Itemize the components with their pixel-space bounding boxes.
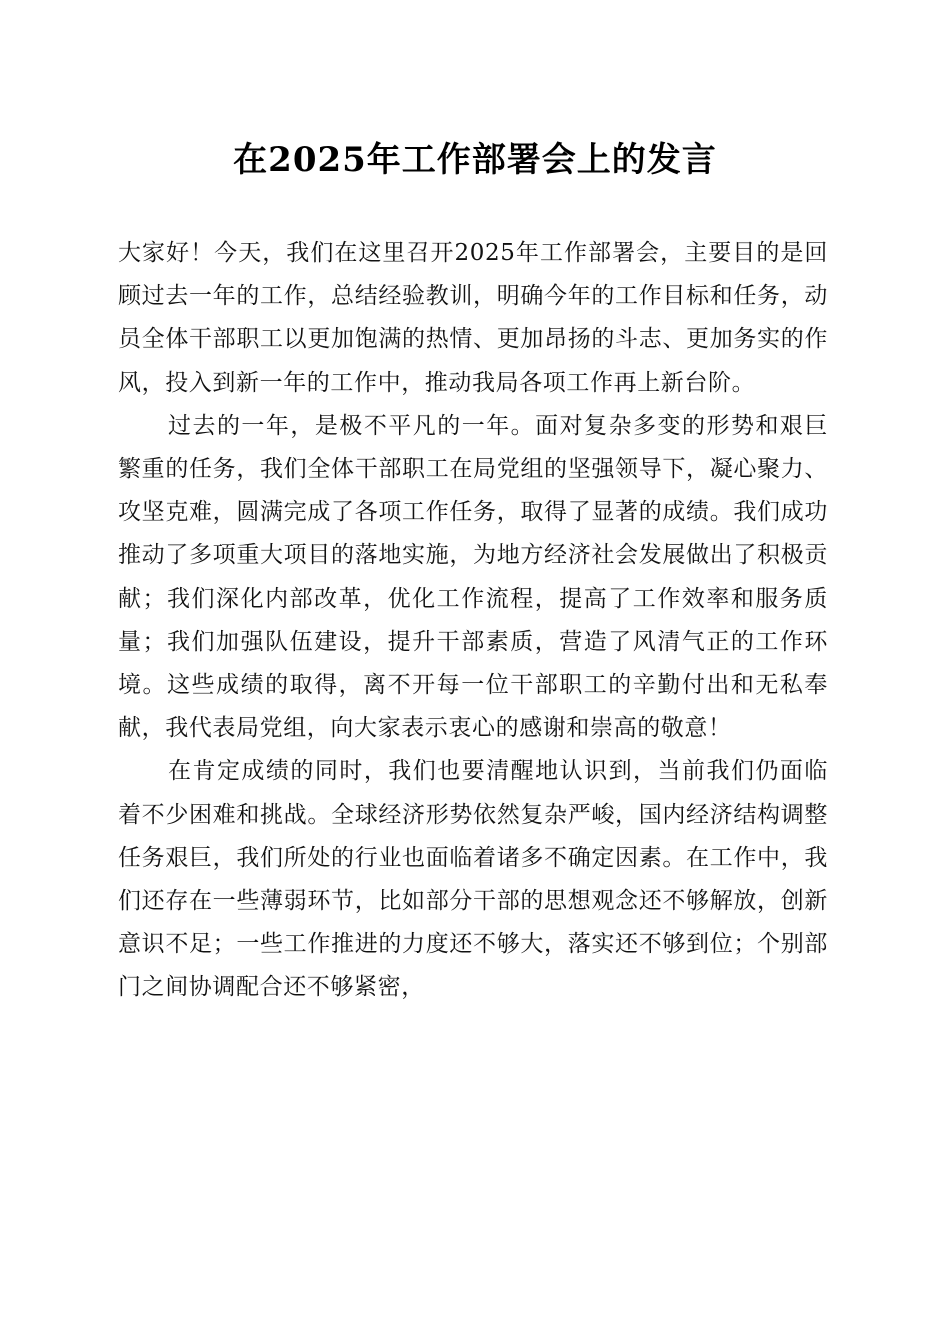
paragraph-past-year: 过去的一年，是极不平凡的一年。面对复杂多变的形势和艰巨繁重的任务，我们全体干部职工在局党组的坚强领导下，凝心聚力、攻坚克难，圆满完成了各项工作任务，取得了显著的成绩。我们成功推动了多项重大项目的落地实施，为地方经济社会发展做出了积极贡献；我们深化内部改革，优化工作流程，提高了工作效率和服务质量；我们加强队伍建设，提升干部素质，营造了风清气正的工作环境。这些成绩的取得，离不开每一位干部职工的辛勤付出和无私奉献，我代表局党组，向大家表示衷心的感谢和崇高的敬意！: [118, 412, 828, 742]
paragraph-greeting: 大家好！今天，我们在这里召开2025年工作部署会，主要目的是回顾过去一年的工作，总结经验教训，明确今年的工作目标和任务，动员全体干部职工以更加饱满的热情、更加昂扬的斗志、更加务实的作风，投入到新一年的工作中，推动我局各项工作再上新台阶。: [118, 240, 828, 396]
document-body: [118, 232, 828, 1010]
document-title: 在2025年工作部署会上的发言: [233, 140, 717, 180]
paragraph-challenges: 在肯定成绩的同时，我们也要清醒地认识到，当前我们仍面临着不少困难和挑战。全球经济形势依然复杂严峻，国内经济结构调整任务艰巨，我们所处的行业也面临着诸多不确定因素。在工作中，我们还存在一些薄弱环节，比如部分干部的思想观念还不够解放，创新意识不足；一些工作推进的力度还不够大，落实还不够到位；个别部门之间协调配合还不够紧密，: [118, 758, 828, 1001]
